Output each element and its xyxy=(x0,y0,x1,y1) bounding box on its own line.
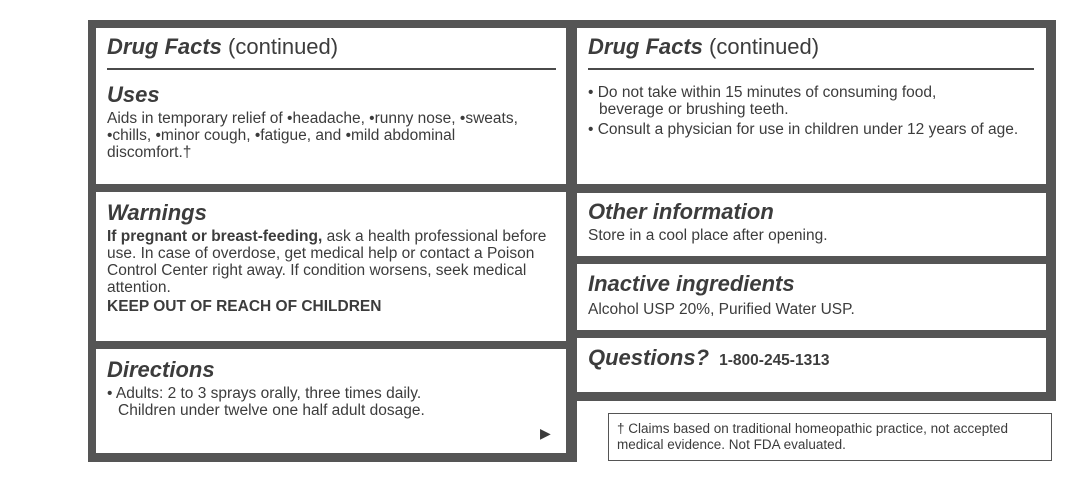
bullet-item: • Consult a physician for use in children under 12 years of age. xyxy=(588,121,1019,138)
warnings-heading: Warnings xyxy=(107,200,207,225)
next-arrow-icon: ▶ xyxy=(540,425,551,441)
directions-heading: Directions xyxy=(107,357,215,382)
drug-facts-title: Drug Facts (continued) xyxy=(107,34,339,59)
uses-text: Aids in temporary relief of •headache, •runny nose, •sweats, •chills, •minor cough, •fatigue, and •mild abdominal discomfort.† xyxy=(107,110,518,161)
other-info-panel xyxy=(577,193,1046,256)
bullet-item: • Do not take within 15 minutes of consuming food, beverage or brushing teeth. xyxy=(588,84,937,118)
inactive-text: Alcohol USP 20%, Purified Water USP. xyxy=(588,301,855,318)
footnote-text: † Claims based on traditional homeopathic practice, not accepted medical evidence. Not FDA evaluated. xyxy=(617,421,1008,452)
questions-phone: 1-800-245-1313 xyxy=(719,352,830,369)
questions-heading: Questions? 1-800-245-1313 xyxy=(588,345,830,370)
other-info-text: Store in a cool place after opening. xyxy=(588,227,828,244)
drug-facts-title-right: Drug Facts (continued) xyxy=(588,34,820,59)
inactive-panel xyxy=(577,264,1046,330)
title-rule xyxy=(107,68,556,70)
uses-heading: Uses xyxy=(107,82,160,107)
directions-item: • Adults: 2 to 3 sprays orally, three times daily. xyxy=(107,385,422,402)
directions-item-cont: Children under twelve one half adult dosage. xyxy=(118,402,425,419)
uses-panel xyxy=(96,28,566,184)
directions-panel xyxy=(96,349,566,453)
footnote-box xyxy=(608,413,1052,461)
warnings-bold-lead: If pregnant or breast-feeding, xyxy=(107,228,323,245)
questions-panel xyxy=(577,338,1046,392)
keep-out-of-reach: KEEP OUT OF REACH OF CHILDREN xyxy=(107,298,382,315)
title-rule-right xyxy=(588,68,1034,70)
other-info-heading: Other information xyxy=(588,199,774,224)
warnings-text: If pregnant or breast-feeding, ask a health professional before use. In case of overdose, get medical help or contact a Poison Control Center right away. If condition worsens, seek medical attention. xyxy=(107,228,547,296)
inactive-heading: Inactive ingredients xyxy=(588,271,795,296)
warnings-panel xyxy=(96,192,566,341)
right-top-panel xyxy=(577,28,1046,184)
